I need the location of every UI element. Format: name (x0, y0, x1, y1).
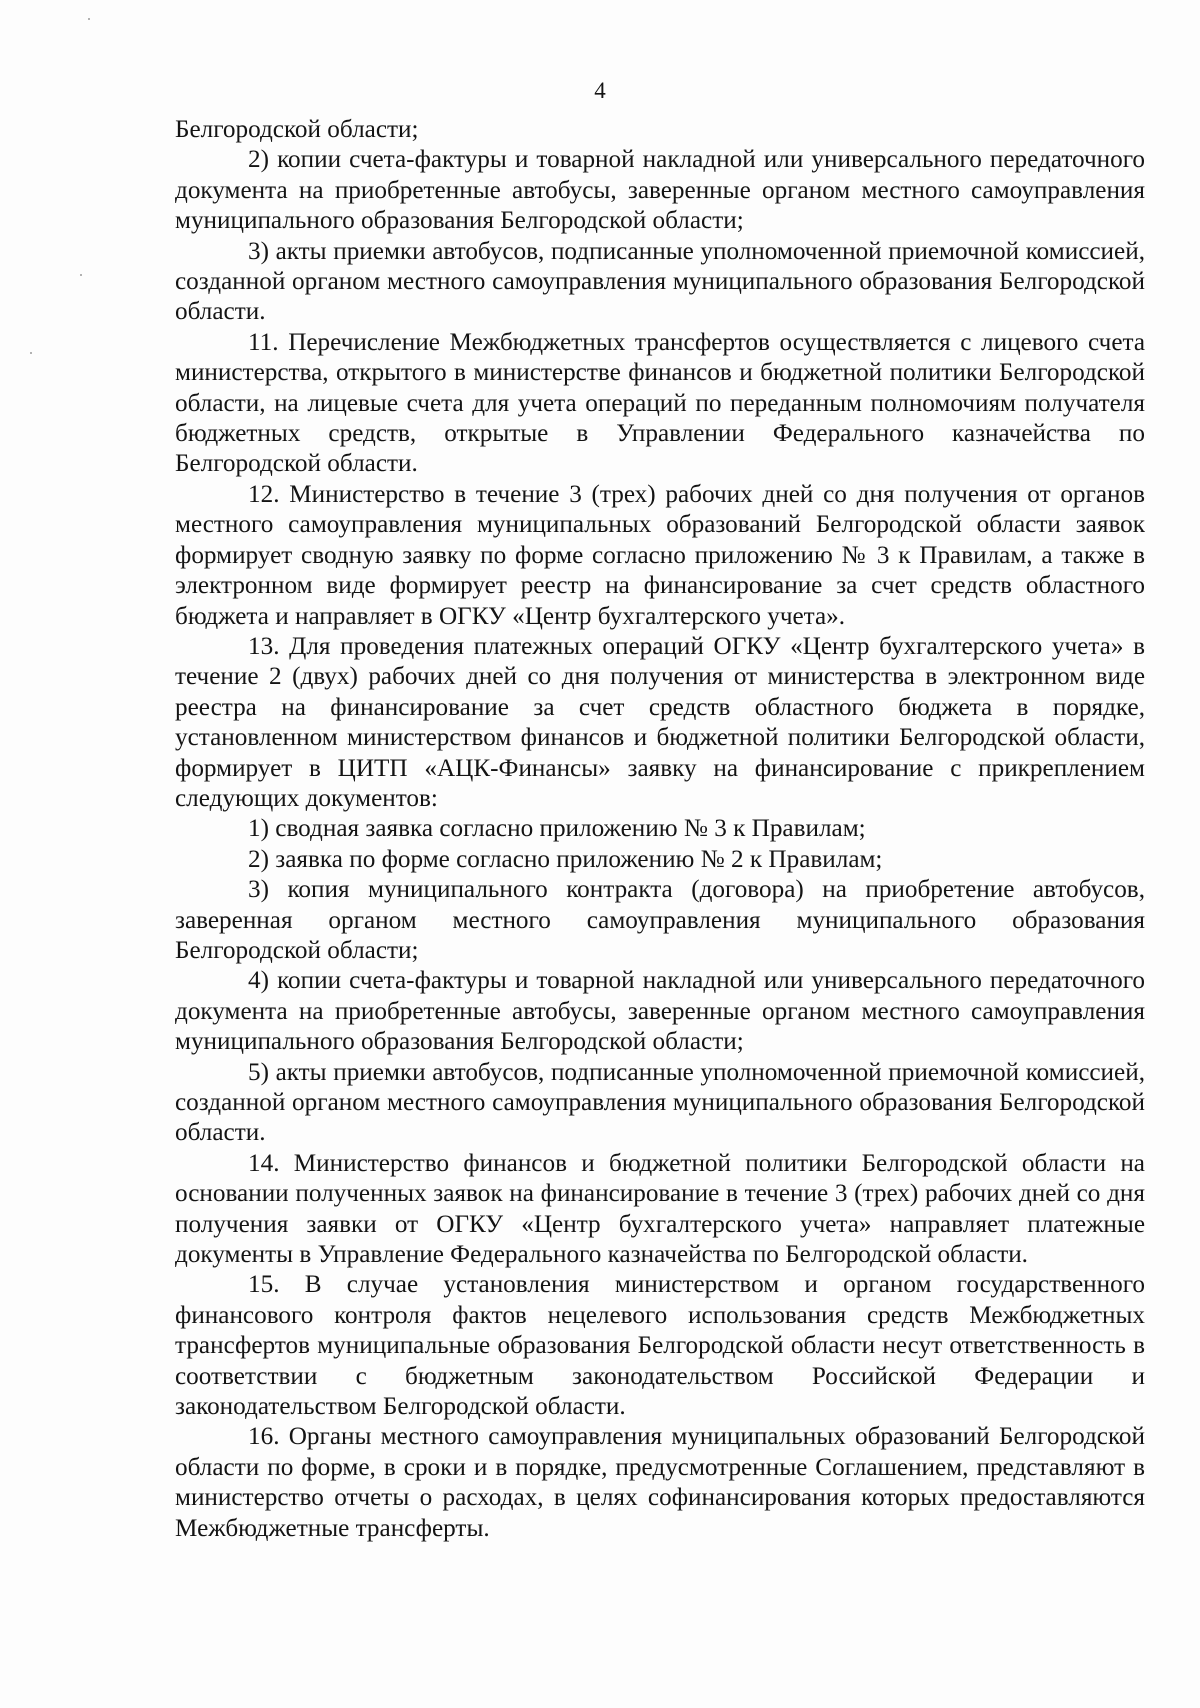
paragraph: Белгородской области; (175, 116, 419, 143)
paragraph: 12. Министерство в течение 3 (трех) рабочих дней со дня получения от органов местного самоуправления муниципальных образований Белгородской области заявок формирует сводную заявку по форме согласно приложению № 3 к Правилам, а также в электронном виде формирует реестр на финансирование за счет средств областного бюджета и направляет в ОГКУ «Центр бухгалтерского учета». (175, 480, 1145, 630)
paragraph: 11. Перечисление Межбюджетных трансфертов осуществляется с лицевого счета министерства, открытого в министерстве финансов и бюджетной политики Белгородской области, на лицевые счета для учета операций по переданным полномочиям получателя бюджетных средств, открытые в Управлении Федерального казначейства по Белгородской области. (175, 328, 1145, 478)
paragraph: 2) заявка по форме согласно приложению № 2 к Правилам; (248, 845, 883, 873)
paragraph: 16. Органы местного самоуправления муниципальных образований Белгородской области по форме, в сроки и в порядке, предусмотренные Соглашением, представляют в министерство отчеты о расходах, в целях софинансирования которых предоставляются Межбюджетные трансферты. (175, 1423, 1145, 1542)
scan-speck (80, 274, 82, 276)
paragraph: 14. Министерство финансов и бюджетной политики Белгородской области на основании полученных заявок на финансирование в течение 3 (трех) рабочих дней со дня получения заявки от ОГКУ «Центр бухгалтерского учета» направляет платежные документы в Управление Федерального казначейства по Белгородской области. (175, 1149, 1145, 1269)
paragraph: 5) акты приемки автобусов, подписанные уполномоченной приемочной комиссией, созданной органом местного самоуправления муниципального образования Белгородской области. (175, 1058, 1145, 1147)
paragraph: 3) акты приемки автобусов, подписанные уполномоченной приемочной комиссией, созданной органом местного самоуправления муниципального образования Белгородской области. (175, 237, 1145, 326)
paragraph: 3) копия муниципального контракта (договора) на приобретение автобусов, заверенная органом местного самоуправления муниципального образования Белгородской области; (175, 876, 1145, 964)
paragraph: 15. В случае установления министерством и органом государственного финансового контроля фактов нецелевого использования средств Межбюджетных трансфертов муниципальные образования Белгородской области несут ответственность в соответствии с бюджетным законодательством Российской Федерации и законодательством Белгородской области. (175, 1271, 1145, 1421)
paragraph: 1) сводная заявка согласно приложению № 3 к Правилам; (248, 815, 866, 843)
document-body (175, 115, 1145, 1544)
paragraph: 4) копии счета-фактуры и товарной накладной или универсального передаточного документа на приобретенные автобусы, заверенные органом местного самоуправления муниципального образования Белгородской области; (175, 967, 1145, 1056)
scan-speck (30, 352, 32, 354)
page-number: 4 (594, 78, 606, 103)
paragraph: 13. Для проведения платежных операций ОГКУ «Центр бухгалтерского учета» в течение 2 (двух) рабочих дней со дня получения от министерства в электронном виде реестра на финансирование за счет средств областного бюджета в порядке, установленном министерством финансов и бюджетной политики Белгородской области, формирует в ЦИТП «АЦК-Финансы» заявку на финансирование с прикреплением следующих документов: (175, 632, 1145, 812)
scan-speck (88, 18, 90, 20)
paragraph: 2) копии счета-фактуры и товарной накладной или универсального передаточного документа на приобретенные автобусы, заверенные органом местного самоуправления муниципального образования Белгородской области; (175, 146, 1145, 235)
